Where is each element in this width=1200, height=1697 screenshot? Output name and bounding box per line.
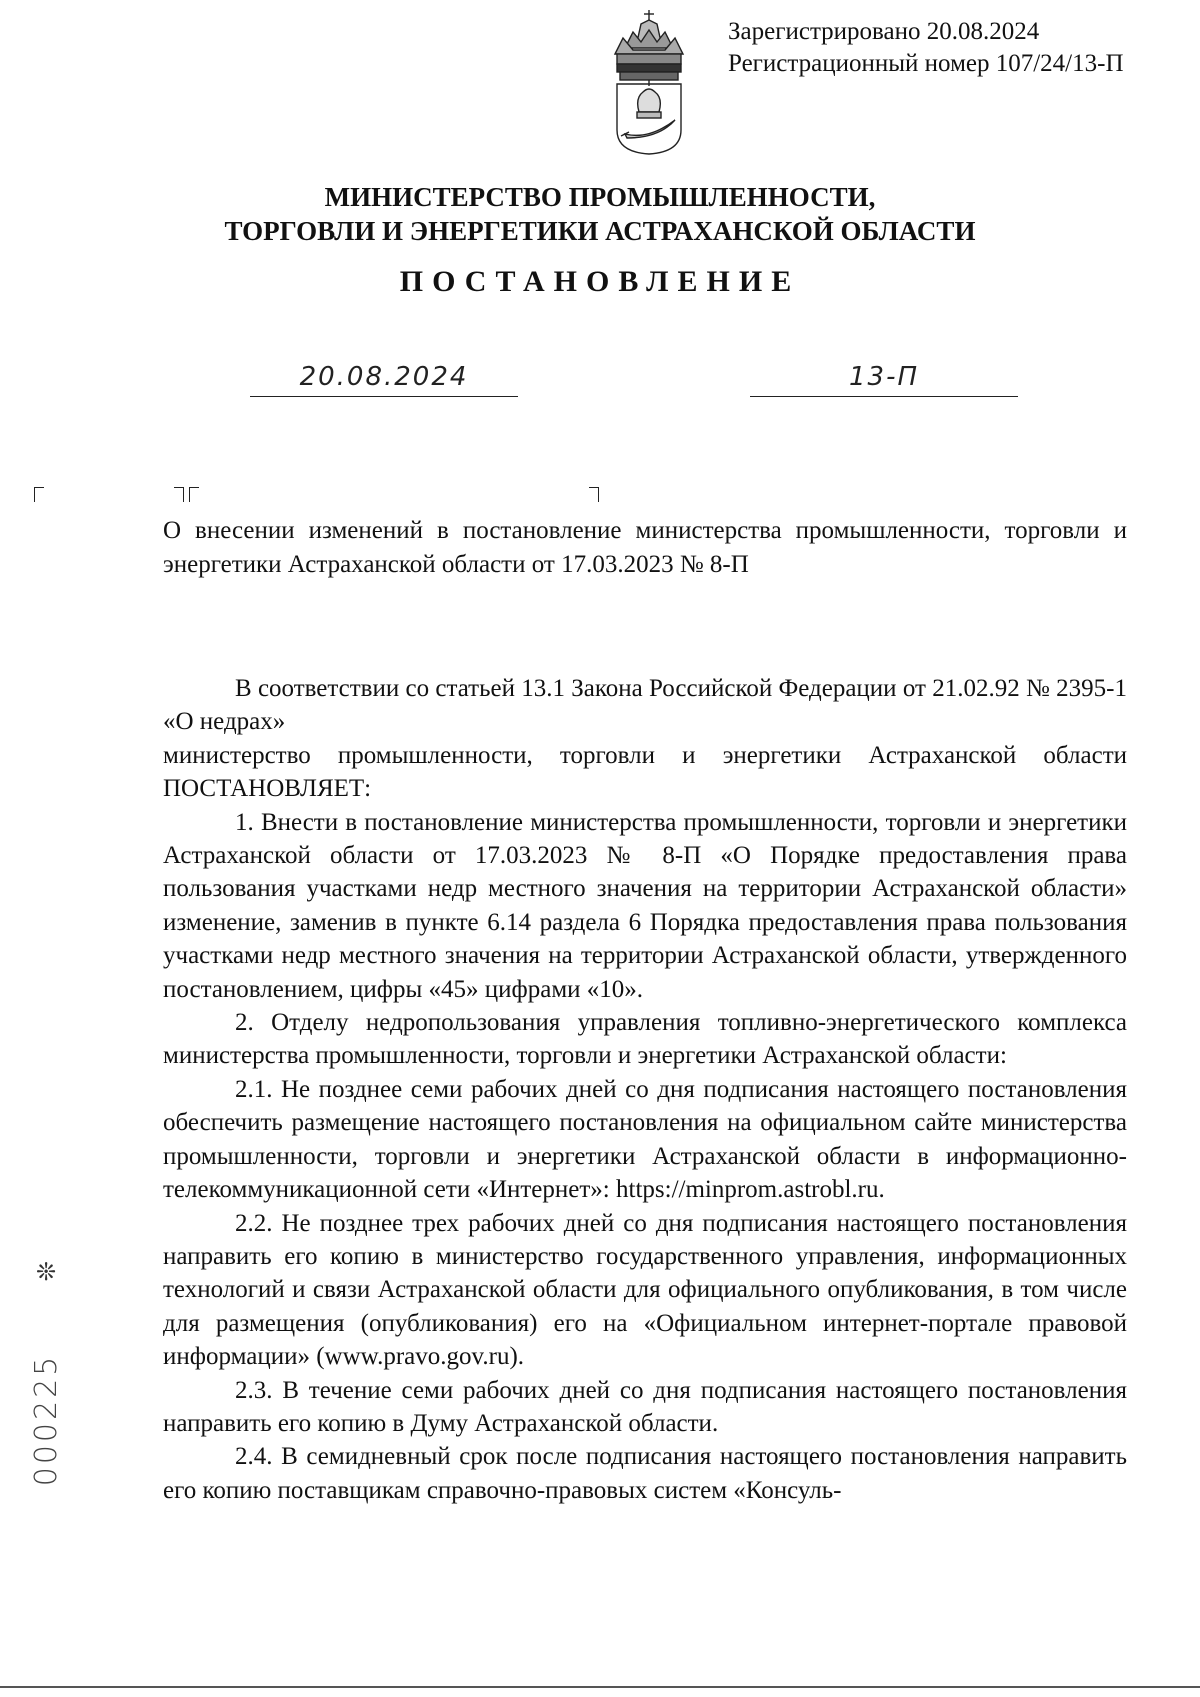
ministry-name [150, 180, 1050, 248]
left-margin-corner-mark [34, 487, 44, 502]
document-number-field: 13-П [750, 362, 1018, 397]
document-subject: О внесении изменений в постановление министерства промышленности, торговли и энергетики Астраханской области от 17.03.2023 № 8-П [163, 517, 1127, 578]
clause-2-4: 2.4. В семидневный срок после подписания настоящего постановления направить его копию поставщикам справочно-правовых систем «Консуль- [163, 1443, 1127, 1504]
preamble-paragraph: В соответствии со статьей 13.1 Закона Российской Федерации от 21.02.92 № 2395-1 «О недрах» [163, 675, 1127, 736]
document-date-field: 20.08.2024 [250, 362, 518, 397]
margin-asterisk-icon: ❊ [36, 1258, 57, 1286]
subject-bracket-right [589, 487, 599, 502]
subject-bracket-left-end [174, 487, 184, 502]
clause-2-3: 2.3. В течение семи рабочих дней со дня подписания настоящего постановления направить его копию в Думу Астраханской области. [163, 1376, 1127, 1437]
subject-bracket-left-start [189, 487, 199, 502]
issuer-paragraph: министерство промышленности, торговли и энергетики Астраханской области ПОСТАНОВЛЯЕТ: [163, 741, 1127, 803]
clause-1: 1. Внести в постановление министерства промышленности, торговли и энергетики Астраханской области от 17.03.2023 № 8-П «О Порядке предоставления права пользования участками недр местного значения на территории Астраханской области» изменение, заменив в пункте 6.14 раздела 6 Порядка предоставления права пользования участками недр местного значения на территории Астраханской области, утвержденного постановлением, цифры «45» цифрами «10». [163, 808, 1127, 1003]
coat-of-arms-emblem [607, 8, 691, 156]
document-type-title: ПОСТАНОВЛЕНИЕ [399, 265, 801, 298]
registration-stamp [728, 16, 1124, 80]
clause-2: 2. Отделу недропользования управления топливно-энергетического комплекса министерства промышленности, торговли и энергетики Астраханской области: [163, 1009, 1127, 1070]
clause-2-1: 2.1. Не позднее семи рабочих дней со дня подписания настоящего постановления обеспечить размещение настоящего постановления на официальном сайте министерства промышленности, торговли и энергетики Астраханской области в информационно-телекоммуникационной сети «Интернет»: https://minprom.astrobl.ru. [163, 1075, 1127, 1204]
registration-date: Зарегистрировано 20.08.2024 [728, 18, 1040, 45]
margin-serial-number: 000225 [29, 1353, 64, 1487]
registration-number: Регистрационный номер 107/24/13-П [728, 50, 1124, 77]
page-bottom-edge [0, 1686, 1200, 1688]
document-body [163, 672, 1127, 1507]
ministry-name-line2: ТОРГОВЛИ И ЭНЕРГЕТИКИ АСТРАХАНСКОЙ ОБЛАСТИ [224, 216, 976, 246]
clause-2-2: 2.2. Не позднее трех рабочих дней со дня подписания настоящего постановления направить его копию в министерство государственного управления, информационных технологий и связи Астраханской области для официального опубликования, в том числе для размещения (опубликования) его на «Официальном интернет-портале правовой информации» (www.pravo.gov.ru). [163, 1209, 1127, 1371]
ministry-name-line1: МИНИСТЕРСТВО ПРОМЫШЛЕННОСТИ, [324, 182, 876, 212]
